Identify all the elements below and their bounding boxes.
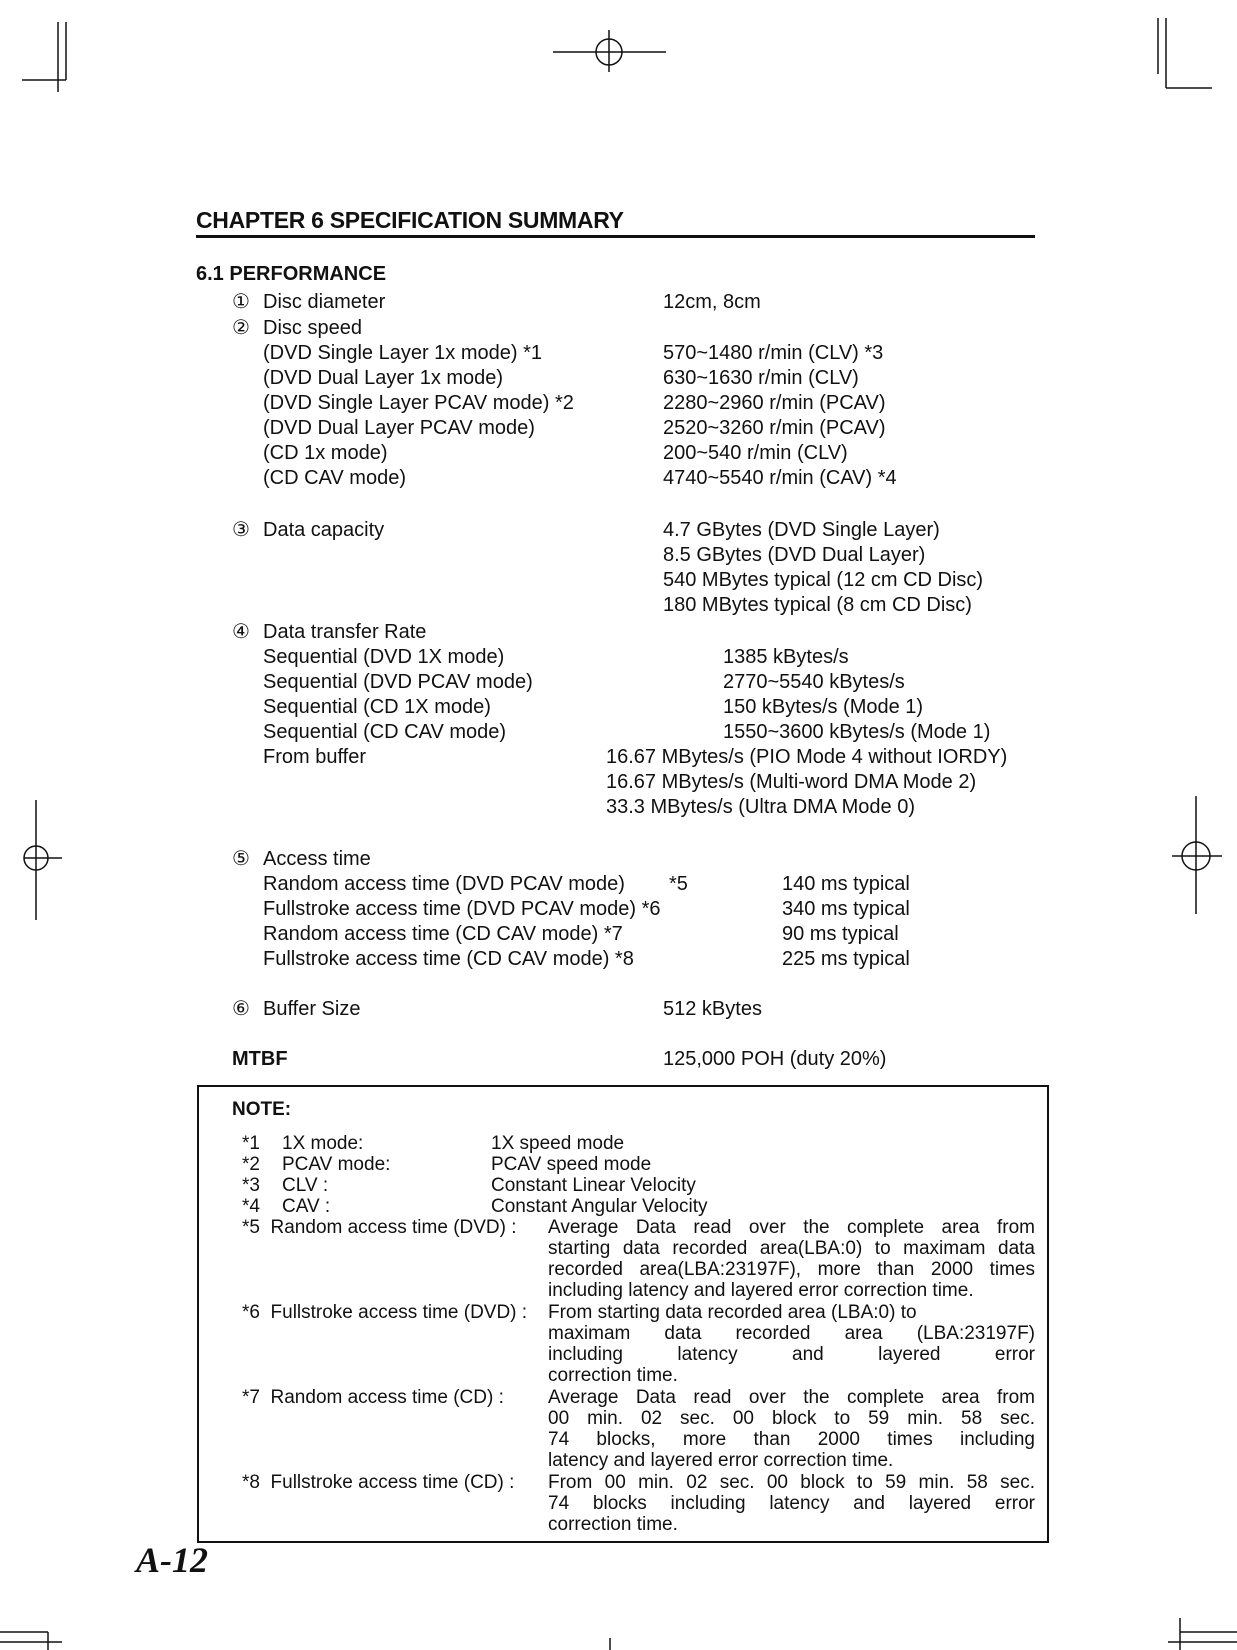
spec-value: 140 ms typical [782,873,910,895]
spec-value: 225 ms typical [782,948,910,970]
spec-value: 200~540 r/min (CLV) [663,442,848,464]
spec-value: 1550~3600 kBytes/s (Mode 1) [723,721,991,743]
spec-label: Access time [263,848,371,870]
spec-value: 16.67 MBytes/s (PIO Mode 4 without IORDY) [606,746,1008,768]
spec-value: 90 ms typical [782,923,899,945]
spec-label: Data capacity [263,519,385,541]
note-desc [548,1387,1035,1471]
spec-value: 630~1630 r/min (CLV) [663,367,859,389]
note-term: 1X mode: [282,1133,364,1154]
note-term: CAV : [282,1196,331,1217]
note-desc-line: including latency and layered error correction time. [548,1280,974,1301]
note-mark: *3 [242,1175,260,1196]
note-desc-line: latency and layered error correction time. [548,1450,894,1471]
note-desc-line: starting data recorded area(LBA:0) to maximam data [548,1238,1035,1259]
spec-sublabel: Sequential (DVD 1X mode) [263,646,505,668]
note-desc-line: including latency and layered error [548,1344,1035,1365]
spec-number: ② [232,317,250,339]
note-desc-line: From starting data recorded area (LBA:0) to [548,1302,917,1323]
spec-sublabel: Fullstroke access time (DVD PCAV mode) *6 [263,898,661,920]
chapter-rule [196,235,1035,238]
spec-sublabel: From buffer [263,746,366,768]
note-head: *8 Fullstroke access time (CD) : [242,1472,515,1493]
spec-sublabel: (DVD Single Layer PCAV mode) *2 [263,392,574,414]
spec-number: ③ [232,519,250,541]
spec-sublabel: Random access time (DVD PCAV mode) [263,873,625,895]
spec-value: 4.7 GBytes (DVD Single Layer) [663,519,940,541]
spec-value: 16.67 MBytes/s (Multi-word DMA Mode 2) [606,771,977,793]
note-desc-line: correction time. [548,1514,678,1535]
note-desc-line: 74 blocks, more than 2000 times including [548,1429,1035,1450]
note-def: Constant Angular Velocity [491,1196,708,1217]
note-desc-line: 00 min. 02 sec. 00 block to 59 min. 58 sec. [548,1408,1035,1429]
spec-label: Disc diameter [263,291,386,313]
spec-label: Disc speed [263,317,362,339]
spec-sublabel: Sequential (CD 1X mode) [263,696,491,718]
note-desc-line: correction time. [548,1365,678,1386]
spec-sublabel: (CD CAV mode) [263,467,406,489]
spec-sublabel: (DVD Single Layer 1x mode) *1 [263,342,543,364]
spec-value: 1385 kBytes/s [723,646,849,668]
note-desc-line: From 00 min. 02 sec. 00 block to 59 min. 58 sec. [548,1472,1035,1493]
spec-number: ④ [232,621,250,643]
spec-value: 2280~2960 r/min (PCAV) [663,392,886,414]
spec-sublabel: (DVD Dual Layer PCAV mode) [263,417,535,439]
note-term: CLV : [282,1175,329,1196]
spec-label: Data transfer Rate [263,621,427,643]
chapter-title: CHAPTER 6 SPECIFICATION SUMMARY [196,207,624,233]
mtbf-value: 125,000 POH (duty 20%) [663,1048,887,1070]
mtbf-label: MTBF [232,1048,288,1070]
note-desc-line: Average Data read over the complete area from [548,1217,1035,1238]
spec-value: 180 MBytes typical (8 cm CD Disc) [663,594,972,616]
spec-value: 8.5 GBytes (DVD Dual Layer) [663,544,926,566]
note-def: PCAV speed mode [491,1154,652,1175]
note-mark: *2 [242,1154,260,1175]
spec-sublabel: Sequential (CD CAV mode) [263,721,507,743]
note-desc [548,1217,1035,1301]
note-desc [548,1472,1035,1535]
note-desc [548,1302,1035,1386]
footnote-ref: *5 [669,873,688,895]
spec-sublabel: Sequential (DVD PCAV mode) [263,671,533,693]
note-desc-line: Average Data read over the complete area from [548,1387,1035,1408]
spec-value: 2520~3260 r/min (PCAV) [663,417,886,439]
spec-value: 150 kBytes/s (Mode 1) [723,696,924,718]
spec-number: ⑥ [232,998,250,1020]
note-mark: *4 [242,1196,260,1217]
spec-sublabel: Random access time (CD CAV mode) *7 [263,923,623,945]
spec-sublabel: (DVD Dual Layer 1x mode) [263,367,504,389]
page-number: A-12 [136,1540,208,1580]
spec-value: 540 MBytes typical (12 cm CD Disc) [663,569,984,591]
spec-sublabel: (CD 1x mode) [263,442,388,464]
spec-value: 4740~5540 r/min (CAV) *4 [663,467,897,489]
spec-value: 512 kBytes [663,998,762,1020]
note-def: Constant Linear Velocity [491,1175,696,1196]
note-desc-line: recorded area(LBA:23197F), more than 2000 times [548,1259,1035,1280]
spec-label: Buffer Size [263,998,361,1020]
note-desc-line: 74 blocks including latency and layered error [548,1493,1035,1514]
note-desc-line: maximam data recorded area (LBA:23197F) [548,1323,1035,1344]
spec-number: ① [232,291,250,313]
note-head: *5 Random access time (DVD) : [242,1217,517,1238]
note-head: *6 Fullstroke access time (DVD) : [242,1302,528,1323]
spec-value: 570~1480 r/min (CLV) *3 [663,342,884,364]
note-mark: *1 [242,1133,260,1154]
section-title: 6.1 PERFORMANCE [196,263,387,285]
note-def: 1X speed mode [491,1133,625,1154]
note-title: NOTE: [232,1099,292,1120]
spec-value: 340 ms typical [782,898,910,920]
spec-sublabel: Fullstroke access time (CD CAV mode) *8 [263,948,634,970]
note-term: PCAV mode: [282,1154,391,1175]
spec-value: 33.3 MBytes/s (Ultra DMA Mode 0) [606,796,915,818]
spec-number: ⑤ [232,848,250,870]
note-head: *7 Random access time (CD) : [242,1387,504,1408]
spec-value: 2770~5540 kBytes/s [723,671,905,693]
spec-value: 12cm, 8cm [663,291,761,313]
